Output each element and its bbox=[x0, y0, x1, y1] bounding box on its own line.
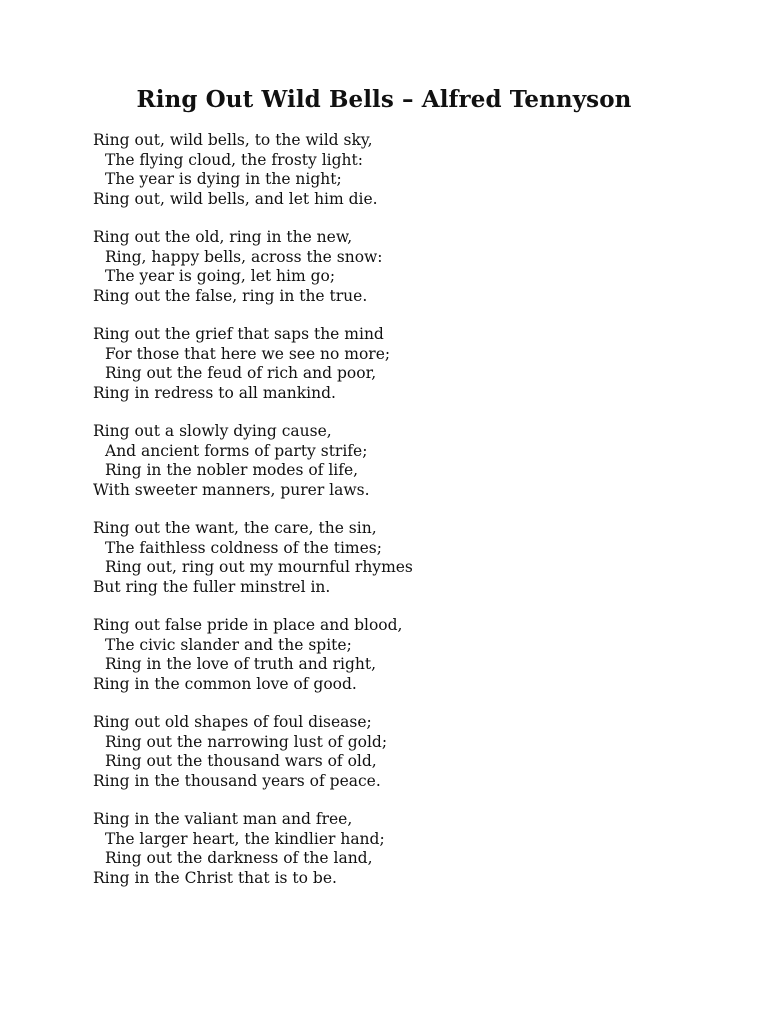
poem-line: Ring out the feud of rich and poor, bbox=[105, 364, 377, 382]
poem-line: Ring out the narrowing lust of gold; bbox=[105, 732, 388, 751]
stanza-4 bbox=[93, 422, 713, 500]
poem-line: Ring in the thousand years of peace. bbox=[93, 771, 381, 790]
stanza-5 bbox=[93, 519, 713, 597]
poem-line: Ring out, ring out my mournful rhymes bbox=[105, 558, 413, 576]
poem-line: Ring, happy bells, across the snow: bbox=[105, 247, 383, 266]
poem-line: Ring out, wild bells, to the wild sky, bbox=[93, 131, 373, 149]
poem-body bbox=[93, 131, 713, 907]
stanza-2 bbox=[93, 228, 713, 306]
poem-line: Ring out old shapes of foul disease; bbox=[93, 713, 372, 731]
poem-line: The year is dying in the night; bbox=[105, 170, 342, 188]
poem-line: Ring out the grief that saps the mind bbox=[93, 325, 384, 343]
poem-line: Ring in the love of truth and right, bbox=[105, 655, 377, 673]
stanza-3 bbox=[93, 325, 713, 403]
poem-line: With sweeter manners, purer laws. bbox=[93, 480, 370, 499]
poem-line: Ring out false pride in place and blood, bbox=[93, 616, 403, 634]
poem-line: Ring out the thousand wars of old, bbox=[105, 752, 377, 770]
stanza-8 bbox=[93, 810, 713, 888]
poem-line: Ring in redress to all mankind. bbox=[93, 383, 336, 402]
page-title: Ring Out Wild Bells – Alfred Tennyson bbox=[136, 86, 632, 113]
poem-line: The flying cloud, the frosty light: bbox=[105, 150, 363, 169]
poem-line: Ring in the common love of good. bbox=[93, 674, 357, 693]
poem-line: For those that here we see no more; bbox=[105, 344, 391, 363]
poem-line: Ring out the false, ring in the true. bbox=[93, 286, 368, 305]
poem-line: Ring out a slowly dying cause, bbox=[93, 422, 332, 440]
poem-line: Ring out, wild bells, and let him die. bbox=[93, 189, 378, 208]
poem-line: But ring the fuller minstrel in. bbox=[93, 577, 331, 596]
poem-line: The larger heart, the kindlier hand; bbox=[105, 829, 385, 848]
poem-line: Ring in the Christ that is to be. bbox=[93, 868, 337, 887]
stanza-6 bbox=[93, 616, 713, 694]
stanza-7 bbox=[93, 713, 713, 791]
poem-line: The faithless coldness of the times; bbox=[105, 538, 382, 557]
poem-line: The year is going, let him go; bbox=[105, 267, 336, 285]
poem-line: And ancient forms of party strife; bbox=[105, 441, 368, 460]
poem-line: Ring out the old, ring in the new, bbox=[93, 228, 353, 246]
poem-line: Ring out the darkness of the land, bbox=[105, 849, 373, 867]
poem-line: The civic slander and the spite; bbox=[105, 635, 352, 654]
stanza-1 bbox=[93, 131, 713, 209]
poem-line: Ring in the nobler modes of life, bbox=[105, 461, 359, 479]
poem-line: Ring in the valiant man and free, bbox=[93, 810, 353, 828]
poem-line: Ring out the want, the care, the sin, bbox=[93, 519, 377, 537]
